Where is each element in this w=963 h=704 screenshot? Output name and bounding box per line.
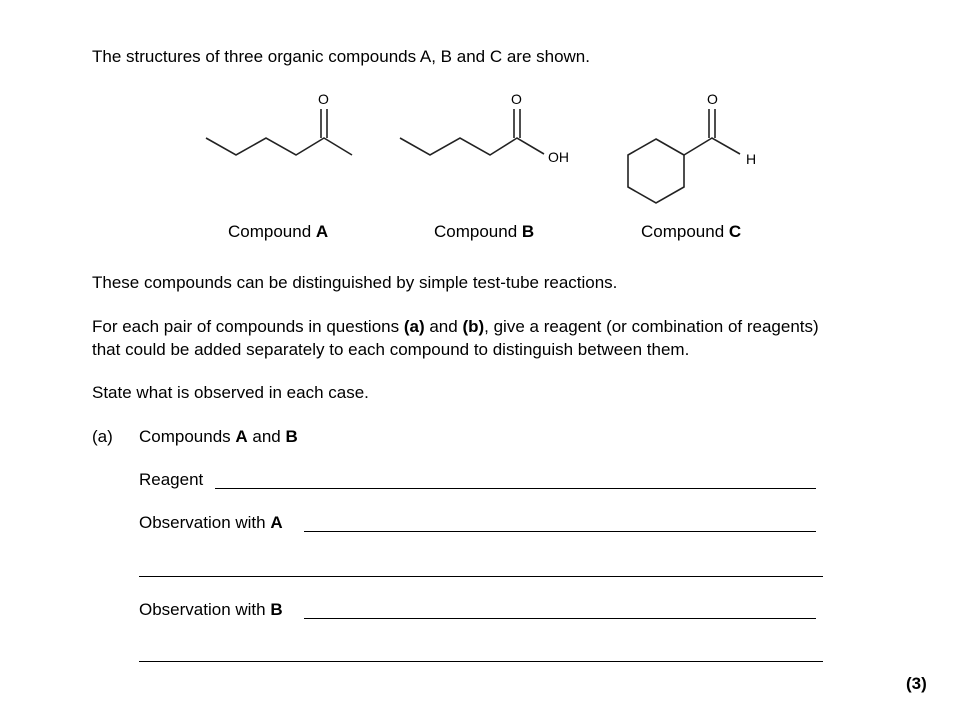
compound-c-label: Compound C: [641, 222, 742, 241]
compound-a-oxygen: O: [318, 91, 329, 107]
marks-indicator: (3): [906, 674, 927, 693]
compound-b-oxygen: O: [511, 91, 522, 107]
paragraph-instructions-line1: For each pair of compounds in questions (a) and (b), give a reagent (or combination of reagents): [92, 317, 819, 336]
compound-b-label: Compound B: [434, 222, 535, 241]
compound-c-structure: [628, 91, 756, 203]
paragraph-observe: State what is observed in each case.: [92, 383, 369, 402]
compound-c-oxygen: O: [707, 91, 718, 107]
structures-diagram: [0, 0, 963, 260]
observation-a-answer-line-2[interactable]: [139, 576, 823, 577]
observation-b-label: Observation with B: [139, 600, 283, 619]
observation-a-label: Observation with A: [139, 513, 283, 532]
observation-b-answer-line[interactable]: [304, 618, 816, 619]
compound-a-label: Compound A: [228, 222, 329, 241]
observation-a-answer-line[interactable]: [304, 531, 816, 532]
paragraph-instructions-line2: that could be added separately to each compound to distinguish between them.: [92, 340, 690, 359]
reagent-label: Reagent: [139, 470, 204, 489]
part-a-number: (a): [92, 427, 113, 446]
compound-b-hydroxyl: OH: [548, 149, 569, 165]
paragraph-distinguish: These compounds can be distinguished by simple test-tube reactions.: [92, 273, 618, 292]
observation-b-answer-line-2[interactable]: [139, 661, 823, 662]
compound-c-hydrogen: H: [746, 151, 757, 167]
compound-a-structure: [206, 91, 352, 155]
question-intro: The structures of three organic compounds A, B and C are shown.: [92, 47, 590, 66]
part-a-heading: Compounds A and B: [139, 427, 298, 446]
compound-b-structure: [400, 91, 569, 165]
reagent-answer-line[interactable]: [215, 488, 816, 489]
